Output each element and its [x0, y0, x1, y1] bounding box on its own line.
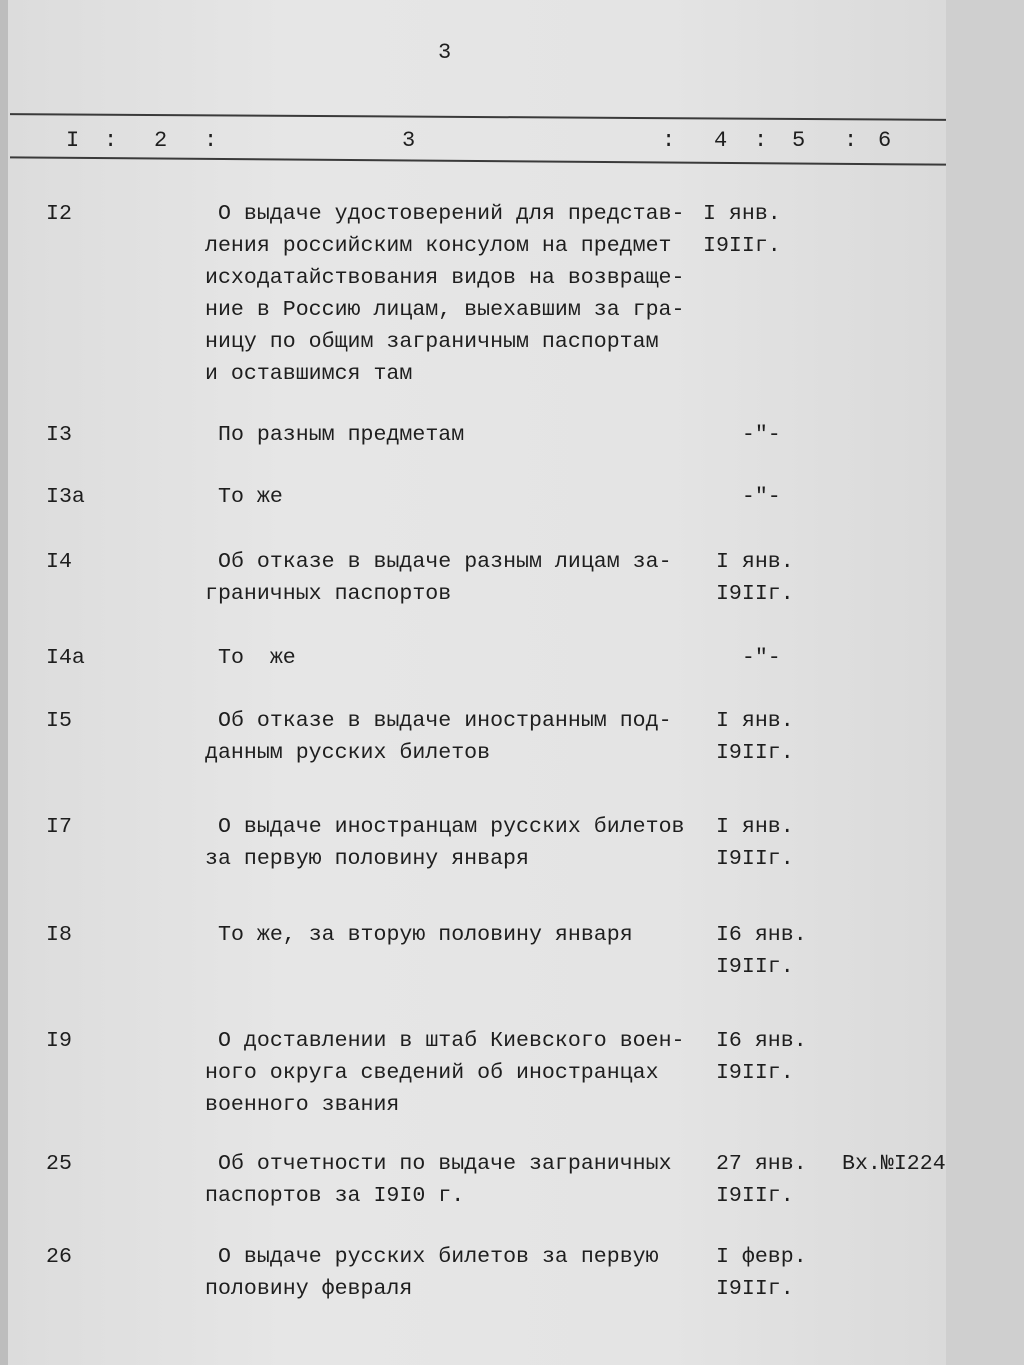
- case-title-line: Об отказе в выдаче разным лицам за-: [218, 550, 672, 574]
- case-date-line: 27 янв.: [703, 1152, 807, 1176]
- case-title: [205, 811, 695, 875]
- case-date-line: I янв.: [703, 202, 781, 226]
- case-title-line: ного округа сведений об иностранцах: [205, 1061, 659, 1085]
- case-date-line: I9IIг.: [703, 955, 794, 979]
- case-date: [703, 1148, 807, 1212]
- case-title-line: ние в Россию лицам, выехавшим за гра-: [205, 298, 685, 322]
- case-number: I3: [46, 423, 72, 447]
- case-date: [703, 481, 781, 513]
- header-sep: :: [204, 128, 218, 153]
- case-title-line: ницу по общим заграничным паспортам: [205, 330, 659, 354]
- case-title: [205, 546, 695, 610]
- case-title: [205, 705, 695, 769]
- case-date-line: I9IIг.: [703, 582, 794, 606]
- case-number: I3а: [46, 485, 85, 509]
- case-date: [703, 1025, 807, 1089]
- case-title-line: То же: [218, 646, 296, 670]
- case-date-line: I6 янв.: [703, 1029, 807, 1053]
- case-title: [205, 642, 695, 674]
- case-title-line: О доставлении в штаб Киевского воен-: [218, 1029, 685, 1053]
- case-date-line: -"-: [703, 423, 781, 447]
- case-title-line: за первую половину января: [205, 847, 529, 871]
- header-col-5: 5: [792, 128, 806, 153]
- header-col-6: 6: [878, 128, 892, 153]
- case-title-line: То же, за вторую половину января: [218, 923, 633, 947]
- incoming-number: Вх.№I224: [842, 1152, 946, 1176]
- case-title-line: О выдаче удостоверений для представ-: [218, 202, 685, 226]
- case-title-line: половину февраля: [205, 1277, 413, 1301]
- case-date-line: I9IIг.: [703, 1061, 794, 1085]
- case-title-line: исходатайствования видов на возвраще-: [205, 266, 685, 290]
- case-title-line: О выдаче русских билетов за первую: [218, 1245, 659, 1269]
- header-col-1: I: [66, 128, 80, 153]
- case-title-line: военного звания: [205, 1093, 400, 1117]
- header-sep: :: [754, 128, 768, 153]
- case-date: [703, 919, 807, 983]
- header-col-4: 4: [714, 128, 728, 153]
- case-date: [703, 811, 794, 875]
- case-date: [703, 705, 794, 769]
- case-date-line: I февр.: [703, 1245, 807, 1269]
- case-date: [703, 642, 781, 674]
- case-title: [205, 481, 695, 513]
- case-title: [205, 1025, 695, 1121]
- case-number: 26: [46, 1245, 72, 1269]
- case-title-line: Об отказе в выдаче иностранным под-: [218, 709, 672, 733]
- case-title-line: То же: [218, 485, 283, 509]
- case-title-line: и оставшимся там: [205, 362, 413, 386]
- header-col-2: 2: [154, 128, 168, 153]
- binding-edge: [0, 0, 8, 1365]
- case-number: I5: [46, 709, 72, 733]
- case-date-line: -"-: [703, 646, 781, 670]
- case-date-line: I6 янв.: [703, 923, 807, 947]
- header-sep: :: [662, 128, 676, 153]
- case-title: [205, 198, 695, 390]
- case-date: [703, 198, 781, 262]
- case-date-line: I янв.: [703, 709, 794, 733]
- case-number: I8: [46, 923, 72, 947]
- case-date: [703, 546, 794, 610]
- case-number: I7: [46, 815, 72, 839]
- page-number: 3: [438, 40, 452, 65]
- case-title-line: данным русских билетов: [205, 741, 491, 765]
- case-date-line: I9IIг.: [703, 847, 794, 871]
- header-sep: :: [844, 128, 858, 153]
- case-date-line: I9IIг.: [703, 1184, 794, 1208]
- case-date-line: I9IIг.: [703, 234, 781, 258]
- case-title: [205, 419, 695, 451]
- case-number: I9: [46, 1029, 72, 1053]
- case-date-line: I янв.: [703, 550, 794, 574]
- case-title-line: По разным предметам: [218, 423, 465, 447]
- page-edge: [946, 0, 1024, 1365]
- case-number: I4: [46, 550, 72, 574]
- case-date-line: I9IIг.: [703, 741, 794, 765]
- header-col-3: 3: [402, 128, 416, 153]
- case-title: [205, 1148, 695, 1212]
- case-date: [703, 1241, 807, 1305]
- case-title-line: граничных паспортов: [205, 582, 452, 606]
- case-number: 25: [46, 1152, 72, 1176]
- case-title-line: О выдаче иностранцам русских билетов: [218, 815, 685, 839]
- case-title-line: Об отчетности по выдаче заграничных: [218, 1152, 672, 1176]
- case-title-line: ления российским консулом на предмет: [205, 234, 672, 258]
- case-date-line: I янв.: [703, 815, 794, 839]
- case-title-line: паспортов за I9I0 г.: [205, 1184, 465, 1208]
- case-title: [205, 919, 695, 951]
- case-date: [703, 419, 781, 451]
- header-sep: :: [104, 128, 118, 153]
- case-number: I2: [46, 202, 72, 226]
- case-title: [205, 1241, 695, 1305]
- case-date-line: -"-: [703, 485, 781, 509]
- case-number: I4а: [46, 646, 85, 670]
- case-date-line: I9IIг.: [703, 1277, 794, 1301]
